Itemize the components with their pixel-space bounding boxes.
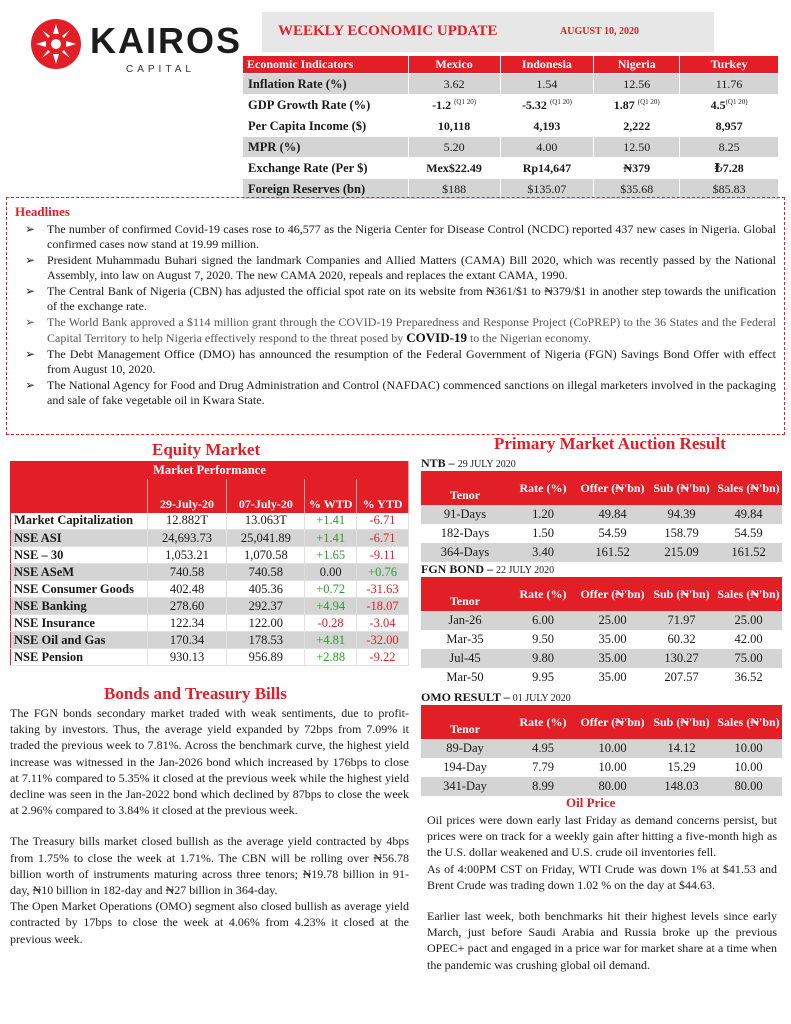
fgn-date: 22 JULY 2020 (496, 565, 555, 576)
arrow-bullet-icon: ➢ (25, 315, 36, 329)
econ-cell: 1.54 (500, 74, 594, 95)
equity-header (11, 479, 148, 513)
equity-market-title: Equity Market (152, 440, 261, 459)
equity-market-table (10, 461, 409, 666)
auction-cell: 71.97 (648, 611, 715, 630)
equity-value-previous: 292.37 (227, 598, 305, 615)
headlines-list (15, 222, 776, 408)
headline-text: The Central Bank of Nigeria (CBN) has adjusted the official spot rate on its website from ₦361/$1 to ₦379/$1 in another step towards the unification of the exchange rate. (47, 284, 776, 313)
equity-value-previous: 122.00 (227, 615, 305, 632)
auction-cell: 54.59 (598, 526, 627, 540)
econ-cell: $135.07 (500, 179, 594, 200)
auction-header: Sub (₦'bn) (648, 577, 715, 611)
headline-text: President Muhammadu Buhari signed the landmark Companies and Allied Matters (CAMA) Bill 2020, which was recently passed by the National Assembly, into law on August 7, 2020. The new CAMA 2020, repeals and replaces the extant CAMA, 1990. (47, 253, 776, 282)
econ-cell: $188 (408, 179, 500, 200)
economic-indicators-table (242, 55, 779, 200)
equity-row (11, 581, 409, 598)
auction-header: Offer (₦'bn) (577, 705, 648, 739)
headline-emphasis: COVID-19 (406, 330, 467, 345)
auction-header: Tenor (421, 471, 509, 505)
equity-ytd: -9.22 (357, 649, 409, 666)
report-date: AUGUST 10, 2020 (560, 26, 639, 37)
equity-value-current: 24,693.73 (147, 530, 227, 547)
equity-value-current: 740.58 (147, 564, 227, 581)
market-performance-label: Market Performance (11, 462, 409, 479)
auction-cell: 35.00 (598, 632, 627, 646)
auction-cell: 60.32 (667, 632, 696, 646)
ntb-date: 29 JULY 2020 (457, 459, 516, 470)
gdp-value: -1.2 (432, 97, 452, 112)
auction-cell: 207.57 (664, 670, 699, 684)
econ-cell: Mex$22.49 (408, 158, 500, 179)
omo-label (421, 690, 571, 705)
ntb-label (421, 456, 516, 471)
equity-value-previous: 25,041.89 (227, 530, 305, 547)
equity-wtd: +0.72 (305, 581, 357, 598)
equity-header: 29-July-20 (147, 479, 227, 513)
equity-ytd: -6.71 (357, 513, 409, 530)
auction-row (421, 777, 782, 796)
auction-cell: 194-Day (443, 760, 487, 774)
headline-item (15, 347, 776, 377)
oil-price-title: Oil Price (566, 795, 616, 810)
auction-cell: 4.95 (509, 739, 577, 758)
auction-header-row (421, 471, 782, 505)
econ-label: Inflation Rate (%) (243, 74, 409, 95)
equity-header: 07-July-20 (227, 479, 305, 513)
auction-row (421, 758, 782, 777)
equity-value-current: 122.34 (147, 615, 227, 632)
econ-cell: 8,957 (680, 116, 779, 137)
equity-wtd: +1.41 (305, 530, 357, 547)
auction-cell: 364-Days (421, 543, 509, 562)
equity-header-row (11, 479, 409, 513)
equity-value-current: 1,053.21 (147, 547, 227, 564)
brand-subtitle: CAPITAL (126, 64, 195, 75)
equity-subtitle-row (11, 462, 409, 479)
equity-row (11, 564, 409, 581)
ntb-table (421, 471, 782, 562)
econ-label: Foreign Reserves (bn) (243, 179, 409, 200)
econ-cell: Rp14,647 (500, 158, 594, 179)
gdp-note: (Q1 20) (725, 97, 748, 106)
auction-cell: 10.00 (577, 739, 648, 758)
gdp-value: 4.5 (710, 97, 726, 112)
headline-item (15, 378, 776, 408)
headline-item (15, 315, 776, 346)
brand-name: KAIROS (90, 20, 243, 61)
auction-cell: 1.20 (509, 505, 577, 524)
equity-wtd: +4.81 (305, 632, 357, 649)
auction-row (421, 611, 782, 630)
econ-cell: 12.56 (594, 74, 680, 95)
econ-cell: 3.62 (408, 74, 500, 95)
headline-text: The National Agency for Food and Drug Administration and Control (NAFDAC) commenced sanctions on illegal marketers involved in the packaging and sale of fake vegetable oil in Kwara State. (47, 378, 776, 407)
auction-header: Tenor (421, 705, 509, 739)
fgn-label (421, 562, 554, 577)
econ-cell: 4,193 (500, 116, 594, 137)
auction-cell: Jan-26 (421, 611, 509, 630)
gdp-note: (Q1 20) (454, 97, 477, 106)
equity-index-name: NSE Oil and Gas (11, 632, 148, 649)
econ-cell: ₺7.28 (680, 158, 779, 179)
equity-value-current: 12.882T (147, 513, 227, 530)
auction-cell: 148.03 (648, 777, 715, 796)
equity-value-previous: 178.53 (227, 632, 305, 649)
equity-ytd: -9.11 (357, 547, 409, 564)
econ-header: Mexico (408, 56, 500, 74)
auction-cell: 80.00 (577, 777, 648, 796)
econ-cell (680, 95, 779, 116)
auction-cell: 161.52 (577, 543, 648, 562)
auction-cell: 215.09 (648, 543, 715, 562)
headline-text: The World Bank approved a $114 million grant through the COVID-19 Preparedness and Response Project (CoPREP) to the 36 States and the Federal Capital Territory to help Nigeria effectively respond to the threat posed by (47, 315, 776, 345)
fgn-label-text: FGN BOND – (421, 562, 496, 576)
gdp-value: 1.87 (613, 97, 635, 112)
equity-wtd: 0.00 (305, 564, 357, 581)
gdp-value: -5.32 (521, 97, 547, 112)
auction-cell: 130.27 (648, 649, 715, 668)
equity-row (11, 513, 409, 530)
equity-wtd: +1.41 (305, 513, 357, 530)
omo-date: 01 JULY 2020 (512, 693, 571, 704)
econ-row-gdp (243, 95, 779, 116)
equity-value-current: 930.13 (147, 649, 227, 666)
econ-header: Economic Indicators (243, 56, 409, 74)
econ-cell: 8.25 (680, 137, 779, 158)
auction-row (421, 630, 782, 649)
auction-cell: 182-Days (440, 526, 490, 540)
headlines-title: Headlines (15, 204, 70, 219)
auction-cell: 15.29 (667, 760, 696, 774)
econ-cell: 2,222 (594, 116, 680, 137)
auction-header-row (421, 577, 782, 611)
equity-wtd: +4.94 (305, 598, 357, 615)
equity-index-name: NSE Consumer Goods (11, 581, 148, 598)
equity-value-previous: 405.36 (227, 581, 305, 598)
auction-cell: 35.00 (598, 670, 627, 684)
econ-header: Indonesia (500, 56, 594, 74)
auction-row (421, 649, 782, 668)
gdp-note: (Q1 20) (549, 97, 572, 106)
auction-cell: 7.79 (532, 760, 554, 774)
econ-label: Per Capita Income ($) (243, 116, 409, 137)
equity-body (11, 513, 409, 666)
auction-header: Rate (%) (509, 471, 577, 505)
auction-header-row (421, 705, 782, 739)
auction-header: Sub (₦'bn) (648, 471, 715, 505)
equity-ytd: -32.00 (357, 632, 409, 649)
report-banner (262, 12, 714, 52)
auction-cell: Jul-45 (421, 649, 509, 668)
oil-paragraph: Oil prices were down early last Friday as demand concerns persist, but prices were on track for a weekly gain after hitting a five-month high as the U.S. dollar weakened and U.S. crude oil inventories fell. (427, 813, 777, 860)
auction-header: Tenor (421, 577, 509, 611)
auction-cell: Mar-35 (446, 632, 484, 646)
econ-row-inflation (243, 74, 779, 95)
auction-cell: 36.52 (734, 670, 763, 684)
bonds-title: Bonds and Treasury Bills (104, 684, 287, 703)
econ-header-row (243, 56, 779, 74)
econ-cell: 12.50 (594, 137, 680, 158)
auction-header: Sales (₦'bn) (715, 577, 782, 611)
auction-cell: 49.84 (715, 505, 782, 524)
equity-wtd: +1.65 (305, 547, 357, 564)
fgn-bond-table (421, 577, 782, 687)
headline-text: The Debt Management Office (DMO) has announced the resumption of the Federal Government of Nigeria (FGN) Savings Bond Offer with effect from August 10, 2020. (47, 347, 776, 376)
gdp-note: (Q1 20) (637, 97, 660, 106)
auction-cell: 80.00 (715, 777, 782, 796)
auction-cell: 3.40 (509, 543, 577, 562)
econ-cell: $35.68 (594, 179, 680, 200)
arrow-bullet-icon: ➢ (25, 253, 36, 267)
bonds-paragraph: The Treasury bills market closed bullish as the average yield contracted by 4bps from 1.75% to close the week at 1.71%. The CBN will be rolling over ₦56.78 billion worth of instruments maturing across three tenors; ₦19.78 billion in 91-day, ₦10 billion in 182-day and ₦27 billion in 364-day. (10, 834, 409, 898)
bonds-text (10, 705, 409, 947)
equity-value-previous: 956.89 (227, 649, 305, 666)
omo-table (421, 705, 782, 796)
arrow-bullet-icon: ➢ (25, 347, 36, 361)
auction-cell: 91-Days (421, 505, 509, 524)
auction-cell: 1.50 (532, 526, 554, 540)
econ-cell (408, 95, 500, 116)
auction-header: Offer (₦'bn) (577, 471, 648, 505)
econ-cell (500, 95, 594, 116)
auction-row (421, 524, 782, 543)
ntb-label-text: NTB – (421, 456, 458, 470)
auction-cell: 75.00 (715, 649, 782, 668)
auction-header: Sales (₦'bn) (715, 471, 782, 505)
bonds-paragraph: The Open Market Operations (OMO) segment also closed bullish as average yield contracted by 17bps to close the week at 4.06% from 4.23% it closed at the previous week. (10, 899, 409, 946)
econ-label: Exchange Rate (Per $) (243, 158, 409, 179)
auction-title: Primary Market Auction Result (494, 434, 726, 453)
auction-cell: 9.80 (509, 649, 577, 668)
auction-row (421, 739, 782, 758)
equity-ytd: -6.71 (357, 530, 409, 547)
equity-header: % YTD (357, 479, 409, 513)
auction-header: Rate (%) (509, 577, 577, 611)
equity-row (11, 547, 409, 564)
econ-header: Nigeria (594, 56, 680, 74)
equity-value-current: 278.60 (147, 598, 227, 615)
auction-cell: 341-Day (421, 777, 509, 796)
equity-wtd: -0.28 (305, 615, 357, 632)
auction-header: Rate (%) (509, 705, 577, 739)
equity-value-previous: 13.063T (227, 513, 305, 530)
equity-value-current: 170.34 (147, 632, 227, 649)
oil-paragraph: As of 4:00PM CST on Friday, WTI Crude was down 1% at $41.53 and Brent Crude was trading down 1.02 % on the day at $44.63. (427, 861, 777, 892)
equity-index-name: NSE Pension (11, 649, 148, 666)
bonds-paragraph: The FGN bonds secondary market traded with weak sentiments, due to profit-taking by investors. Thus, the average yield expanded by 72bps from 7.09% it traded the previous week to 7.81%. Across the benchmark curve, the highest yield increase was witnessed in the Jan-2026 bond which increased by 176bps to close at 7.11% compared to 5.35% it closed at the previous week while the highest yield decline was seen in the Jan-2022 bond which declined by 87bps to close the week at 2.96% compared to 3.84% it closed at the previous week. (10, 706, 409, 818)
kairos-logo (30, 14, 243, 75)
equity-index-name: NSE – 30 (11, 547, 148, 564)
auction-cell: 25.00 (577, 611, 648, 630)
auction-cell: 35.00 (577, 649, 648, 668)
auction-cell: 8.99 (509, 777, 577, 796)
equity-index-name: Market Capitalization (11, 513, 148, 530)
equity-row (11, 598, 409, 615)
auction-header: Sub (₦'bn) (648, 705, 715, 739)
auction-cell: 49.84 (577, 505, 648, 524)
econ-row-per-capita (243, 116, 779, 137)
auction-cell: 10.00 (734, 760, 763, 774)
headline-item (15, 253, 776, 283)
equity-value-current: 402.48 (147, 581, 227, 598)
auction-cell: 161.52 (715, 543, 782, 562)
econ-cell: 5.20 (408, 137, 500, 158)
headline-text: The number of confirmed Covid-19 cases rose to 46,577 as the Nigeria Center for Disease Control (NCDC) reported 437 new cases in Nigeria. Global confirmed cases now stand at 19.99 million. (47, 222, 776, 251)
auction-cell: 10.00 (598, 760, 627, 774)
headline-item (15, 284, 776, 314)
auction-cell: 42.00 (734, 632, 763, 646)
headlines-box (6, 197, 785, 435)
auction-cell: 89-Day (421, 739, 509, 758)
econ-header: Turkey (680, 56, 779, 74)
equity-index-name: NSE ASI (11, 530, 148, 547)
econ-cell: ₦379 (594, 158, 680, 179)
econ-cell: 11.76 (680, 74, 779, 95)
econ-label: MPR (%) (243, 137, 409, 158)
equity-index-name: NSE ASeM (11, 564, 148, 581)
auction-row (421, 668, 782, 687)
econ-row-mpr (243, 137, 779, 158)
auction-cell: 9.50 (532, 632, 554, 646)
auction-row (421, 543, 782, 562)
auction-cell: 10.00 (715, 739, 782, 758)
equity-ytd: +0.76 (357, 564, 409, 581)
auction-cell: 6.00 (509, 611, 577, 630)
omo-label-text: OMO RESULT – (421, 690, 513, 704)
arrow-bullet-icon: ➢ (25, 378, 36, 392)
equity-value-previous: 740.58 (227, 564, 305, 581)
headline-text: to the Nigerian economy. (466, 331, 592, 345)
auction-cell: 54.59 (734, 526, 763, 540)
report-title: WEEKLY ECONOMIC UPDATE (278, 23, 498, 39)
econ-row-exchange-rate (243, 158, 779, 179)
auction-cell: 158.79 (664, 526, 699, 540)
equity-value-previous: 1,070.58 (227, 547, 305, 564)
equity-ytd: -3.04 (357, 615, 409, 632)
oil-price-text (427, 812, 777, 973)
equity-header: % WTD (305, 479, 357, 513)
arrow-bullet-icon: ➢ (25, 284, 36, 298)
econ-cell (594, 95, 680, 116)
equity-row (11, 632, 409, 649)
auction-cell: 14.12 (648, 739, 715, 758)
auction-row (421, 505, 782, 524)
econ-label: GDP Growth Rate (%) (243, 95, 409, 116)
auction-header: Sales (₦'bn) (715, 705, 782, 739)
auction-header: Offer (₦'bn) (577, 577, 648, 611)
oil-paragraph: Earlier last week, both benchmarks hit their highest levels since early March, just before Saudi Arabia and Russia broke up the previous OPEC+ pact and engaged in a price war for market share at a time when the pandemic was crushing global oil demand. (427, 909, 777, 972)
equity-ytd: -31.63 (357, 581, 409, 598)
econ-cell: 10,118 (408, 116, 500, 137)
econ-cell: $85.83 (680, 179, 779, 200)
equity-row (11, 530, 409, 547)
auction-cell: 94.39 (648, 505, 715, 524)
equity-ytd: -18.07 (357, 598, 409, 615)
econ-cell: 4.00 (500, 137, 594, 158)
kairos-logo-icon (30, 18, 82, 70)
equity-row (11, 649, 409, 666)
equity-index-name: NSE Insurance (11, 615, 148, 632)
equity-index-name: NSE Banking (11, 598, 148, 615)
equity-row (11, 615, 409, 632)
auction-cell: 9.95 (532, 670, 554, 684)
headline-item (15, 222, 776, 252)
auction-cell: 25.00 (715, 611, 782, 630)
arrow-bullet-icon: ➢ (25, 222, 36, 236)
auction-cell: Mar-50 (446, 670, 484, 684)
equity-wtd: +2.88 (305, 649, 357, 666)
